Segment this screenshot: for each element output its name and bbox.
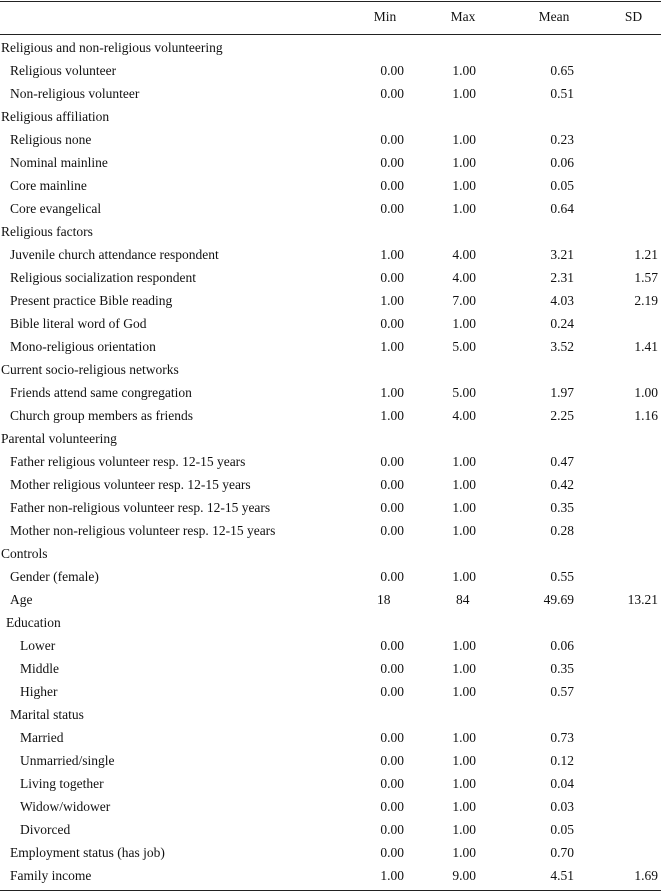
cell-mean: 0.73 bbox=[550, 730, 574, 745]
table-row bbox=[0, 611, 661, 634]
table-row bbox=[0, 772, 661, 795]
section-heading-row bbox=[0, 36, 661, 59]
cell-mean: 3.52 bbox=[550, 339, 574, 354]
cell-mean: 0.47 bbox=[550, 454, 574, 469]
cell-max: 7.00 bbox=[452, 293, 476, 308]
cell-min: 0.00 bbox=[380, 63, 404, 78]
section-heading: Parental volunteering bbox=[1, 431, 117, 446]
cell-min: 18 bbox=[377, 592, 391, 607]
row-label: Father non-religious volunteer resp. 12-15 years bbox=[10, 500, 271, 515]
cell-max: 1.00 bbox=[452, 500, 476, 515]
table-row bbox=[0, 818, 661, 841]
row-label: Divorced bbox=[20, 822, 71, 837]
cell-mean: 0.57 bbox=[550, 684, 574, 699]
header-max: Max bbox=[450, 9, 476, 24]
cell-mean: 49.69 bbox=[543, 592, 574, 607]
cell-max: 5.00 bbox=[452, 385, 476, 400]
cell-sd: 1.21 bbox=[634, 247, 658, 262]
row-label: Living together bbox=[20, 776, 104, 791]
row-label: Religious socialization respondent bbox=[10, 270, 196, 285]
cell-mean: 0.05 bbox=[550, 178, 574, 193]
table-row bbox=[0, 312, 661, 335]
row-label: Lower bbox=[20, 638, 56, 653]
row-label: Friends attend same congregation bbox=[10, 385, 192, 400]
section-heading: Current socio-religious networks bbox=[1, 362, 179, 377]
section-heading-row bbox=[0, 105, 661, 128]
cell-min: 0.00 bbox=[380, 500, 404, 515]
table-bottom-rule bbox=[0, 890, 661, 891]
cell-max: 1.00 bbox=[452, 523, 476, 538]
table-row bbox=[0, 197, 661, 220]
row-label: Age bbox=[10, 592, 33, 607]
table-row bbox=[0, 680, 661, 703]
row-label: Religious volunteer bbox=[10, 63, 117, 78]
cell-min: 0.00 bbox=[380, 316, 404, 331]
table-row bbox=[0, 450, 661, 473]
table-body bbox=[0, 36, 661, 887]
table-row bbox=[0, 864, 661, 887]
cell-mean: 4.51 bbox=[550, 868, 574, 883]
cell-max: 1.00 bbox=[452, 730, 476, 745]
cell-min: 0.00 bbox=[380, 132, 404, 147]
section-heading-row bbox=[0, 427, 661, 450]
table-row bbox=[0, 151, 661, 174]
row-label: Mono-religious orientation bbox=[10, 339, 156, 354]
cell-mean: 2.25 bbox=[550, 408, 574, 423]
cell-mean: 0.42 bbox=[550, 477, 574, 492]
cell-max: 1.00 bbox=[452, 477, 476, 492]
table-row bbox=[0, 565, 661, 588]
cell-min: 0.00 bbox=[380, 684, 404, 699]
table-row bbox=[0, 703, 661, 726]
cell-max: 1.00 bbox=[452, 201, 476, 216]
row-label: Non-religious volunteer bbox=[10, 86, 140, 101]
cell-sd: 1.16 bbox=[634, 408, 658, 423]
row-label: Core evangelical bbox=[10, 201, 102, 216]
cell-max: 1.00 bbox=[452, 845, 476, 860]
cell-max: 1.00 bbox=[452, 454, 476, 469]
section-heading-row bbox=[0, 358, 661, 381]
cell-min: 0.00 bbox=[380, 270, 404, 285]
cell-max: 9.00 bbox=[452, 868, 476, 883]
row-label: Higher bbox=[20, 684, 58, 699]
cell-max: 5.00 bbox=[452, 339, 476, 354]
cell-mean: 2.31 bbox=[550, 270, 574, 285]
cell-min: 0.00 bbox=[380, 155, 404, 170]
row-label: Middle bbox=[20, 661, 59, 676]
cell-min: 0.00 bbox=[380, 661, 404, 676]
cell-mean: 0.23 bbox=[550, 132, 574, 147]
section-heading: Religious affiliation bbox=[1, 109, 110, 124]
cell-max: 84 bbox=[456, 592, 470, 607]
cell-max: 1.00 bbox=[452, 799, 476, 814]
table-row bbox=[0, 749, 661, 772]
cell-min: 0.00 bbox=[380, 569, 404, 584]
cell-mean: 4.03 bbox=[550, 293, 574, 308]
row-label: Family income bbox=[10, 868, 92, 883]
cell-min: 0.00 bbox=[380, 845, 404, 860]
cell-min: 0.00 bbox=[380, 730, 404, 745]
row-label: Nominal mainline bbox=[10, 155, 108, 170]
cell-mean: 0.06 bbox=[550, 638, 574, 653]
cell-max: 1.00 bbox=[452, 316, 476, 331]
cell-mean: 0.04 bbox=[550, 776, 574, 791]
cell-min: 0.00 bbox=[380, 454, 404, 469]
cell-mean: 0.55 bbox=[550, 569, 574, 584]
table-row bbox=[0, 795, 661, 818]
cell-min: 0.00 bbox=[380, 523, 404, 538]
table-row bbox=[0, 519, 661, 542]
cell-max: 1.00 bbox=[452, 178, 476, 193]
table-header-rule bbox=[0, 34, 661, 35]
cell-mean: 0.70 bbox=[550, 845, 574, 860]
table-row bbox=[0, 657, 661, 680]
cell-max: 4.00 bbox=[452, 270, 476, 285]
row-label: Church group members as friends bbox=[10, 408, 193, 423]
table-row bbox=[0, 335, 661, 358]
cell-mean: 1.97 bbox=[550, 385, 574, 400]
table-row bbox=[0, 289, 661, 312]
row-label: Marital status bbox=[10, 707, 84, 722]
row-label: Present practice Bible reading bbox=[10, 293, 173, 308]
cell-mean: 0.35 bbox=[550, 500, 574, 515]
table-row bbox=[0, 82, 661, 105]
cell-mean: 0.51 bbox=[550, 86, 574, 101]
cell-min: 0.00 bbox=[380, 753, 404, 768]
table-row bbox=[0, 841, 661, 864]
cell-min: 1.00 bbox=[380, 293, 404, 308]
cell-max: 1.00 bbox=[452, 822, 476, 837]
row-label: Education bbox=[6, 615, 61, 630]
cell-max: 1.00 bbox=[452, 569, 476, 584]
cell-min: 1.00 bbox=[380, 339, 404, 354]
cell-mean: 3.21 bbox=[550, 247, 574, 262]
section-heading-row bbox=[0, 542, 661, 565]
cell-sd: 1.41 bbox=[634, 339, 658, 354]
cell-min: 1.00 bbox=[380, 385, 404, 400]
cell-mean: 0.24 bbox=[550, 316, 574, 331]
table-row bbox=[0, 128, 661, 151]
cell-mean: 0.06 bbox=[550, 155, 574, 170]
cell-sd: 13.21 bbox=[627, 592, 658, 607]
row-label: Widow/widower bbox=[20, 799, 111, 814]
cell-max: 1.00 bbox=[452, 753, 476, 768]
table-top-rule bbox=[0, 1, 661, 2]
cell-max: 1.00 bbox=[452, 86, 476, 101]
header-mean: Mean bbox=[538, 9, 570, 24]
table-row bbox=[0, 266, 661, 289]
cell-min: 0.00 bbox=[380, 638, 404, 653]
row-label: Gender (female) bbox=[10, 569, 99, 584]
cell-max: 1.00 bbox=[452, 776, 476, 791]
cell-min: 1.00 bbox=[380, 868, 404, 883]
cell-sd: 1.69 bbox=[634, 868, 658, 883]
cell-min: 0.00 bbox=[380, 776, 404, 791]
row-label: Mother non-religious volunteer resp. 12-15 years bbox=[10, 523, 276, 538]
cell-max: 4.00 bbox=[452, 247, 476, 262]
section-heading: Controls bbox=[1, 546, 48, 561]
table-row bbox=[0, 243, 661, 266]
cell-mean: 0.03 bbox=[550, 799, 574, 814]
row-label: Religious none bbox=[10, 132, 92, 147]
table-row bbox=[0, 634, 661, 657]
cell-max: 1.00 bbox=[452, 661, 476, 676]
cell-sd: 2.19 bbox=[634, 293, 658, 308]
cell-min: 0.00 bbox=[380, 799, 404, 814]
cell-sd: 1.57 bbox=[634, 270, 658, 285]
row-label: Mother religious volunteer resp. 12-15 years bbox=[10, 477, 251, 492]
row-label: Juvenile church attendance respondent bbox=[10, 247, 219, 262]
table-row bbox=[0, 404, 661, 427]
header-sd: SD bbox=[624, 9, 643, 24]
cell-mean: 0.28 bbox=[550, 523, 574, 538]
cell-min: 1.00 bbox=[380, 247, 404, 262]
cell-max: 4.00 bbox=[452, 408, 476, 423]
section-heading: Religious and non-religious volunteering bbox=[1, 40, 223, 55]
cell-max: 1.00 bbox=[452, 684, 476, 699]
row-label: Core mainline bbox=[10, 178, 87, 193]
cell-mean: 0.35 bbox=[550, 661, 574, 676]
cell-min: 1.00 bbox=[380, 408, 404, 423]
table-row bbox=[0, 588, 661, 611]
section-heading-row bbox=[0, 220, 661, 243]
cell-min: 0.00 bbox=[380, 178, 404, 193]
table-row bbox=[0, 726, 661, 749]
table-row bbox=[0, 381, 661, 404]
cell-mean: 0.05 bbox=[550, 822, 574, 837]
cell-min: 0.00 bbox=[380, 822, 404, 837]
row-label: Married bbox=[20, 730, 64, 745]
table-row bbox=[0, 496, 661, 519]
table-row bbox=[0, 174, 661, 197]
section-heading: Religious factors bbox=[1, 224, 93, 239]
cell-mean: 0.65 bbox=[550, 63, 574, 78]
row-label: Employment status (has job) bbox=[10, 845, 165, 860]
row-label: Bible literal word of God bbox=[10, 316, 147, 331]
cell-min: 0.00 bbox=[380, 477, 404, 492]
cell-mean: 0.64 bbox=[550, 201, 574, 216]
header-min: Min bbox=[373, 9, 397, 24]
cell-mean: 0.12 bbox=[550, 753, 574, 768]
table-header bbox=[0, 6, 661, 30]
cell-max: 1.00 bbox=[452, 132, 476, 147]
table-row bbox=[0, 473, 661, 496]
table-row bbox=[0, 59, 661, 82]
cell-min: 0.00 bbox=[380, 86, 404, 101]
cell-sd: 1.00 bbox=[634, 385, 658, 400]
cell-max: 1.00 bbox=[452, 638, 476, 653]
row-label: Father religious volunteer resp. 12-15 years bbox=[10, 454, 246, 469]
cell-max: 1.00 bbox=[452, 155, 476, 170]
row-label: Unmarried/single bbox=[20, 753, 115, 768]
cell-max: 1.00 bbox=[452, 63, 476, 78]
cell-min: 0.00 bbox=[380, 201, 404, 216]
